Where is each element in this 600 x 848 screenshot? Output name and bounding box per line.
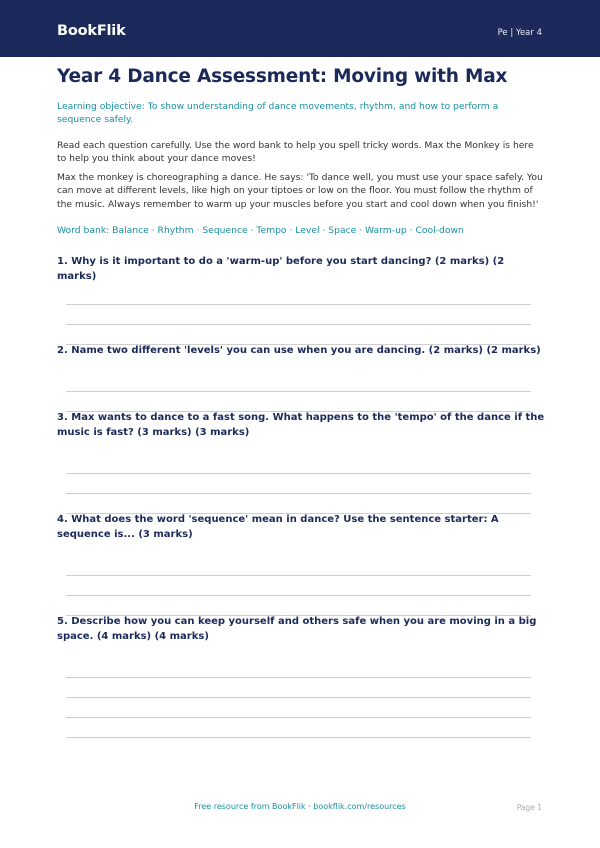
question-2: 2. Name two different 'levels' you can use when you are dancing. (2 marks) (2 marks) [57, 345, 541, 356]
answer-line[interactable] [66, 391, 531, 392]
footer-credit: Free resource from BookFlik · bookflik.com/resources [194, 802, 406, 811]
answer-line[interactable] [66, 677, 531, 678]
answer-line[interactable] [66, 717, 531, 718]
question-5: 5. Describe how you can keep yourself and others safe when you are moving in a big space. (4 marks) (4 marks) [57, 616, 537, 642]
question-1: 1. Why is it important to do a 'warm-up' before you start dancing? (2 marks) (2 marks) [57, 256, 505, 282]
answer-line[interactable] [66, 324, 531, 325]
answer-line[interactable] [66, 737, 531, 738]
page-header [0, 0, 600, 57]
question-4: 4. What does the word 'sequence' mean in dance? Use the sentence starter: A sequence is... (3 marks) [57, 514, 499, 540]
page-number: Page 1 [516, 803, 542, 812]
story-paragraph: Max the monkey is choreographing a dance. He says: 'To dance well, you must use your space safely. You can move at different levels, like high on your tiptoes or low on the floor. You must follow the rhythm of the music. Always remember to warm up your muscles before you start and cool down when you finish!' [57, 172, 543, 210]
question-3: 3. Max wants to dance to a fast song. What happens to the 'tempo' of the dance if the music is fast? (3 marks) (3 marks) [57, 412, 545, 438]
word-bank: Word bank: Balance · Rhythm · Sequence · Tempo · Level · Space · Warm-up · Cool-down [57, 225, 464, 236]
answer-line[interactable] [66, 304, 531, 305]
intro-paragraph: Read each question carefully. Use the word bank to help you spell tricky words. Max the Monkey is here to help you think about your dance moves! [57, 140, 534, 165]
answer-line[interactable] [66, 575, 531, 576]
answer-line[interactable] [66, 595, 531, 596]
page-title: Year 4 Dance Assessment: Moving with Max [57, 66, 508, 87]
subject-year-label: Pe | Year 4 [497, 28, 542, 38]
answer-line[interactable] [66, 473, 531, 474]
answer-line[interactable] [66, 697, 531, 698]
answer-line[interactable] [66, 493, 531, 494]
brand-logo: BookFlik [57, 23, 126, 39]
learning-objective: Learning objective: To show understanding of dance movements, rhythm, and how to perform a sequence safely. [57, 101, 499, 125]
